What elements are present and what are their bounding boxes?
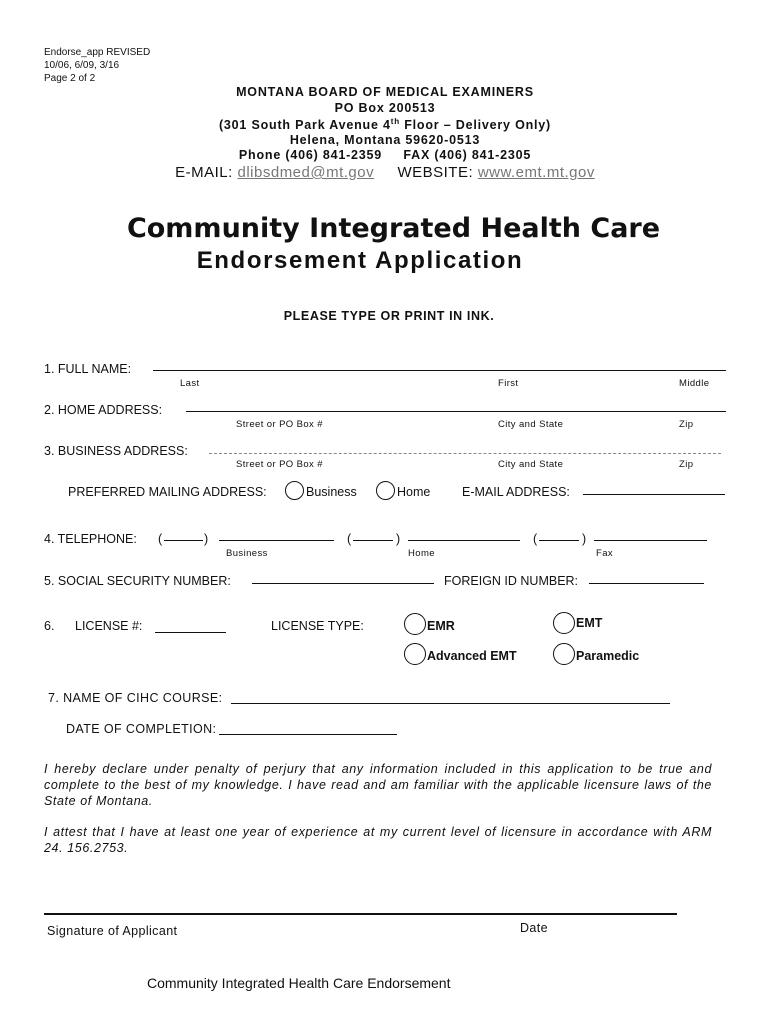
business-sub-zip: Zip: [679, 459, 694, 470]
title-line-2: Endorsement Application: [196, 247, 524, 274]
ssn-label: 5. SOCIAL SECURITY NUMBER:: [44, 574, 231, 588]
completion-date-label: DATE OF COMPLETION:: [66, 722, 217, 736]
city-line: Helena, Montana 59620-0513: [289, 133, 481, 147]
home-sub-street: Street or PO Box #: [236, 419, 323, 430]
tel-fax-number-input[interactable]: [594, 540, 707, 541]
license-number-label: LICENSE #:: [75, 619, 143, 633]
business-sub-street: Street or PO Box #: [236, 459, 323, 470]
mailing-label: PREFERRED MAILING ADDRESS:: [68, 485, 267, 499]
business-address-input[interactable]: [209, 453, 721, 454]
home-sub-zip: Zip: [679, 419, 694, 430]
license-number-input[interactable]: [155, 632, 226, 633]
tel-home-paren-open: (: [347, 532, 352, 546]
license-emr-label: EMR: [427, 619, 455, 633]
tel-home-number-input[interactable]: [408, 540, 520, 541]
tel-business-area-input[interactable]: [164, 540, 203, 541]
email-address-label: E-MAIL ADDRESS:: [462, 485, 570, 499]
tel-sub-home: Home: [408, 548, 435, 559]
instruction: PLEASE TYPE OR PRINT IN INK.: [283, 309, 495, 323]
title-line-1: Community Integrated Health Care: [126, 213, 661, 244]
home-sub-city: City and State: [498, 419, 564, 430]
home-address-label: 2. HOME ADDRESS:: [44, 403, 163, 417]
license-aemt-radio[interactable]: [404, 643, 426, 665]
foreign-id-label: FOREIGN ID NUMBER:: [444, 574, 579, 588]
date-label: Date: [520, 921, 549, 935]
phone-fax: Phone (406) 841-2359 FAX (406) 841-2305: [238, 148, 532, 162]
license-emr-radio[interactable]: [404, 613, 426, 635]
board-name: MONTANA BOARD OF MEDICAL EXAMINERS: [236, 85, 534, 99]
tel-fax-paren-close: ): [582, 532, 587, 546]
tel-business-number-input[interactable]: [219, 540, 334, 541]
mailing-home-label: Home: [397, 485, 431, 499]
signature-label: Signature of Applicant: [47, 924, 178, 938]
full-name-sub-first: First: [498, 378, 519, 389]
street-address: (301 South Park Avenue 4th Floor – Delivery Only): [218, 117, 552, 133]
declaration-experience: I attest that I have at least one year of experience at my current level of licensure in accordance with ARM 24. 156.2753.: [44, 825, 712, 855]
website-link[interactable]: www.emt.mt.gov: [477, 164, 595, 181]
revision-line-2: 10/06, 6/09, 3/16: [44, 60, 120, 71]
license-aemt-label: Advanced EMT: [427, 649, 517, 663]
tel-business-paren-close: ): [204, 532, 209, 546]
telephone-label: 4. TELEPHONE:: [44, 532, 137, 546]
contact-line: E-MAIL: dlibsdmed@mt.gov WEBSITE: www.emt.mt.gov: [175, 164, 595, 181]
home-address-input[interactable]: [186, 411, 726, 412]
po-box: PO Box 200513: [334, 101, 436, 115]
foreign-id-input[interactable]: [589, 583, 704, 584]
tel-business-paren-open: (: [158, 532, 163, 546]
footer-text: Community Integrated Health Care Endorsement: [147, 975, 451, 991]
license-paramedic-label: Paramedic: [576, 649, 640, 663]
declaration-perjury: I hereby declare under penalty of perjury that any information included in this application to be true and complete to the best of my knowledge. I have read and am familiar with the applicable licensure laws of the State of Montana.: [44, 762, 712, 808]
tel-fax-paren-open: (: [533, 532, 538, 546]
business-sub-city: City and State: [498, 459, 564, 470]
revision-line-1: Endorse_app REVISED: [44, 47, 151, 58]
email-address-input[interactable]: [583, 494, 725, 495]
license-paramedic-radio[interactable]: [553, 643, 575, 665]
email-link[interactable]: dlibsdmed@mt.gov: [237, 164, 375, 181]
full-name-input[interactable]: [153, 370, 726, 371]
license-emt-label: EMT: [576, 616, 603, 630]
course-name-label: 7. NAME OF CIHC COURSE:: [48, 691, 223, 705]
license-type-label: LICENSE TYPE:: [271, 619, 364, 633]
tel-home-paren-close: ): [396, 532, 401, 546]
business-address-label: 3. BUSINESS ADDRESS:: [44, 444, 188, 458]
full-name-sub-middle: Middle: [679, 378, 710, 389]
license-number-index: 6.: [44, 619, 55, 633]
tel-sub-fax: Fax: [596, 548, 614, 559]
revision-line-3: Page 2 of 2: [44, 73, 96, 84]
completion-date-input[interactable]: [219, 734, 397, 735]
mailing-business-radio[interactable]: [285, 481, 304, 500]
mailing-business-label: Business: [306, 485, 357, 499]
signature-line[interactable]: [44, 913, 677, 915]
tel-sub-business: Business: [226, 548, 268, 559]
license-emt-radio[interactable]: [553, 612, 575, 634]
mailing-home-radio[interactable]: [376, 481, 395, 500]
course-name-input[interactable]: [231, 703, 670, 704]
tel-fax-area-input[interactable]: [539, 540, 579, 541]
full-name-label: 1. FULL NAME:: [44, 362, 132, 376]
tel-home-area-input[interactable]: [353, 540, 393, 541]
ssn-input[interactable]: [252, 583, 434, 584]
full-name-sub-last: Last: [180, 378, 200, 389]
